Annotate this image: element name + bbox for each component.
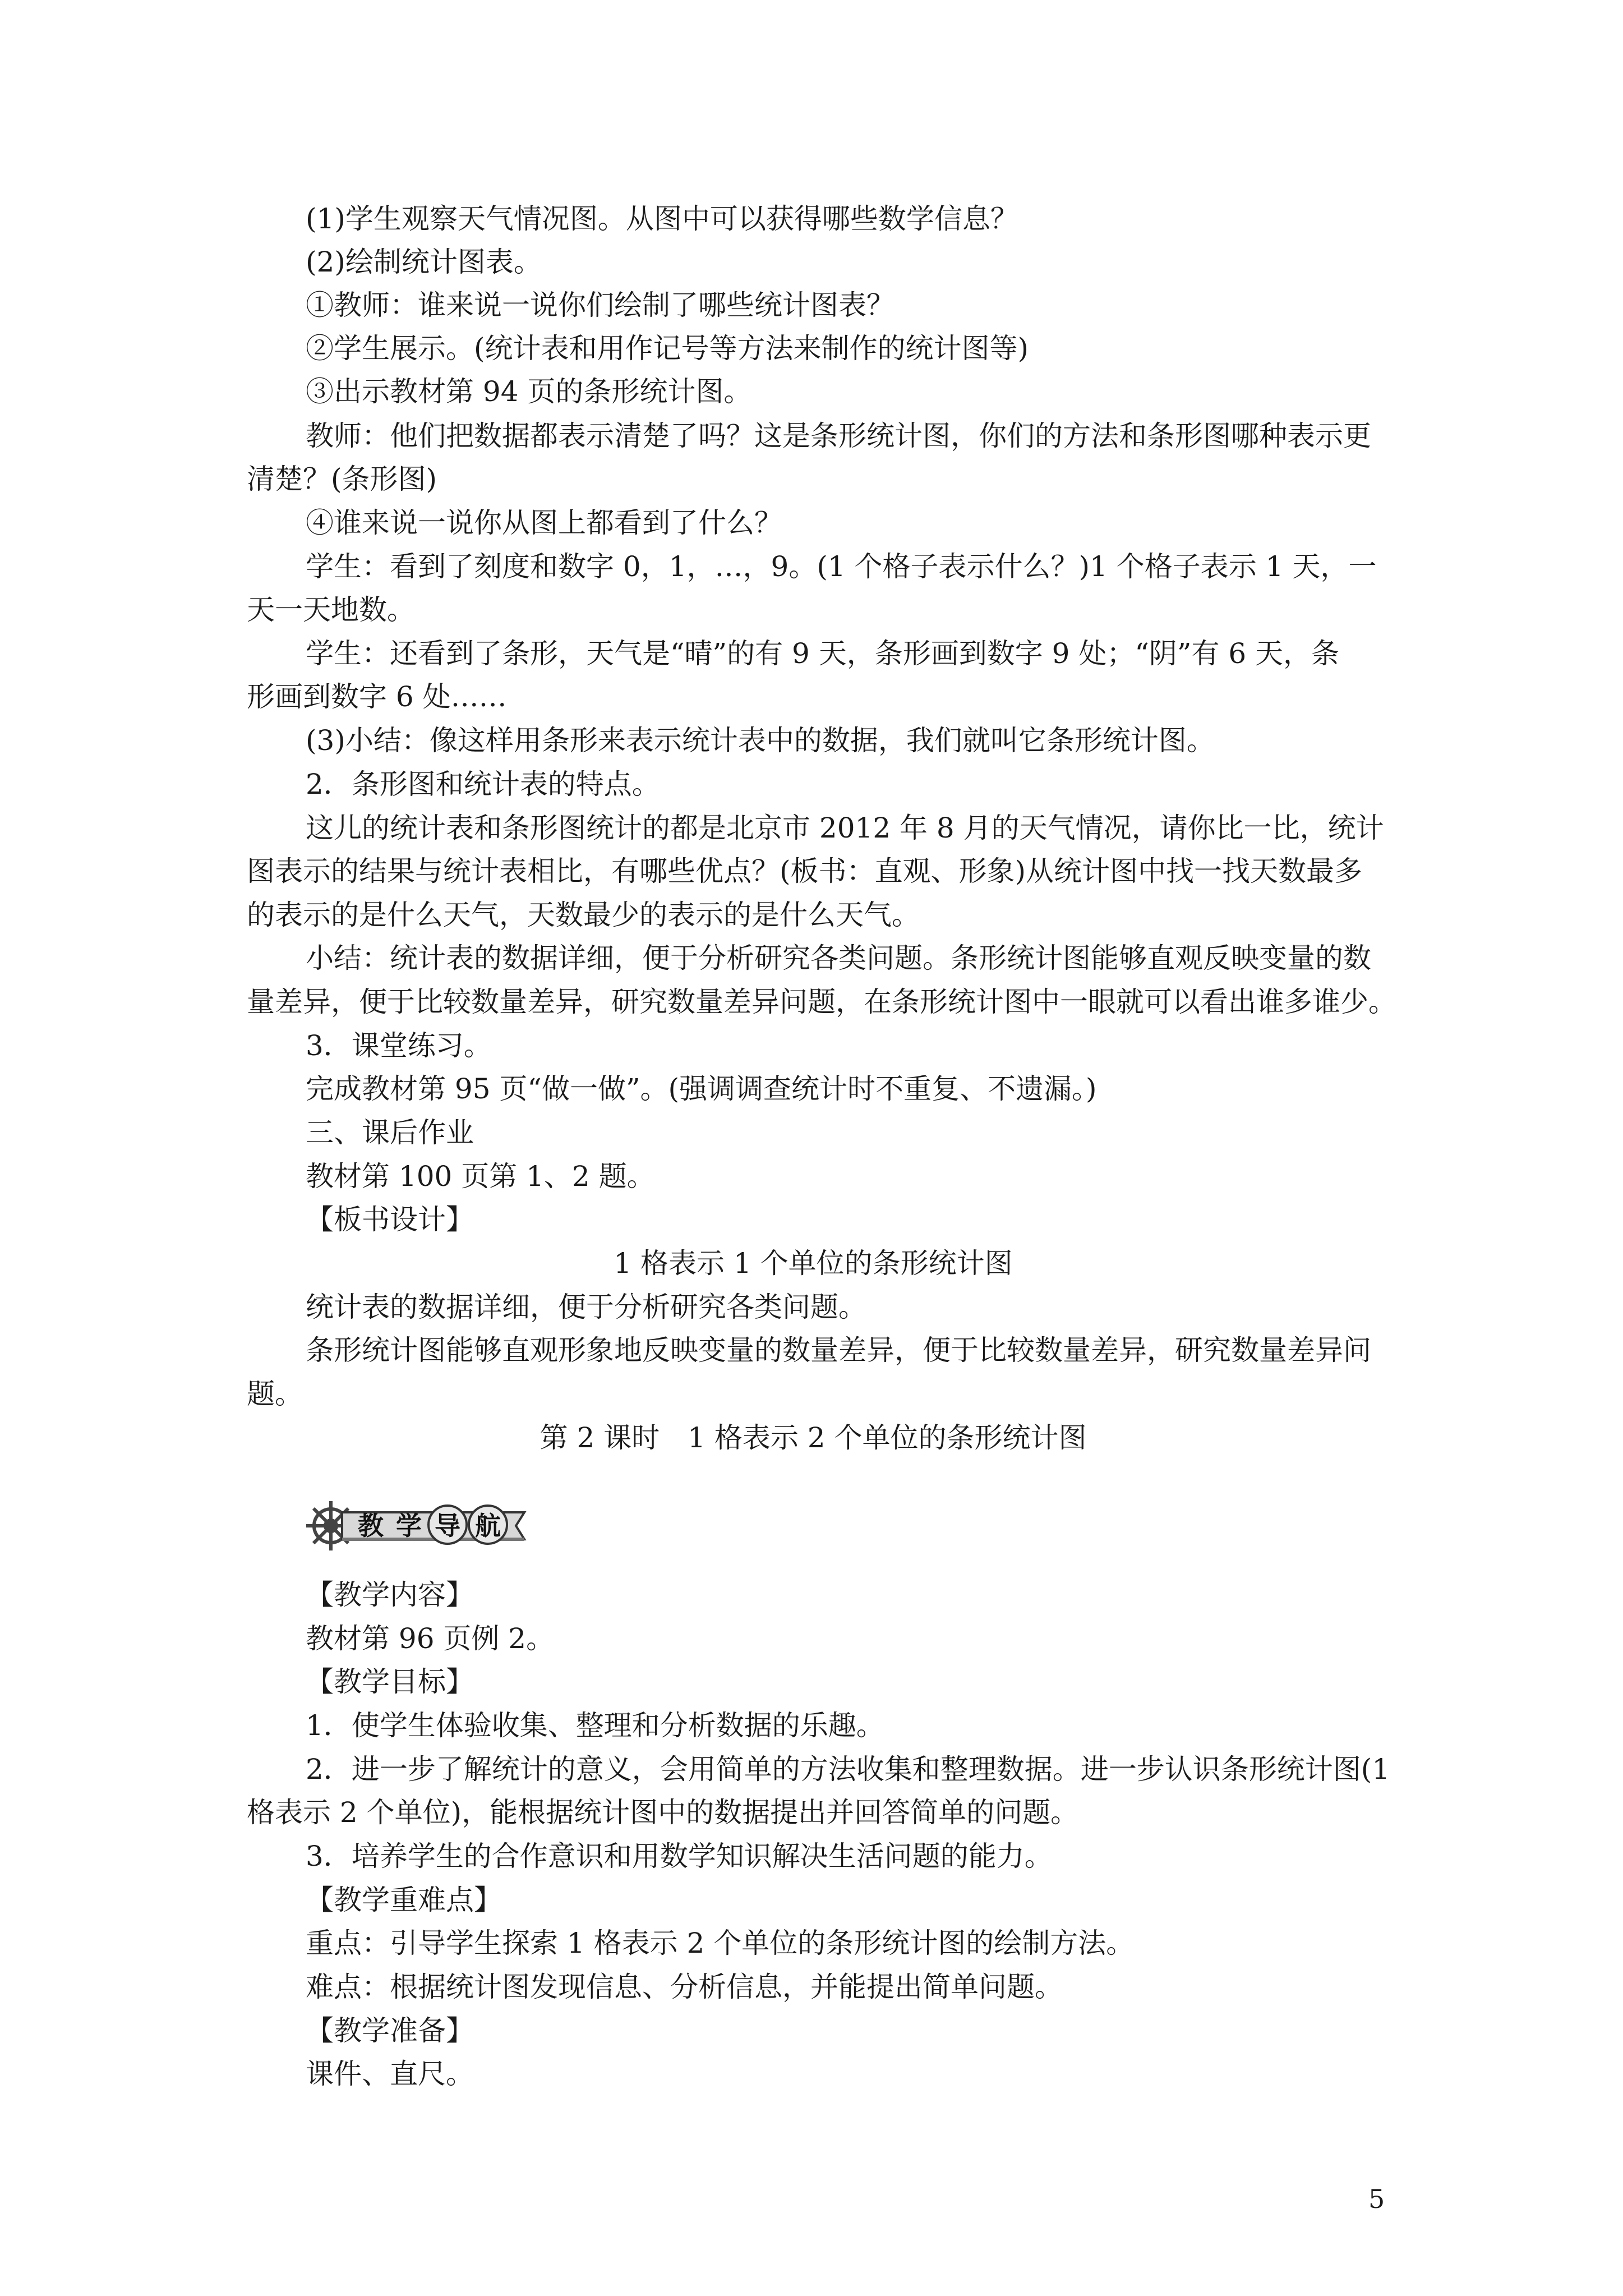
section-heading: 【板书设计】: [306, 1203, 474, 1236]
section-heading: 三、课后作业: [306, 1116, 474, 1149]
text-line: (2)绘制统计图表。: [306, 246, 542, 278]
text-line: 1．使学生体验收集、整理和分析数据的乐趣。: [306, 1709, 884, 1742]
text-line: 这儿的统计表和条形图统计的都是北京市 2012 年 8 月的天气情况，请你比一比，统计: [306, 812, 1384, 844]
text-line: 小结：统计表的数据详细，便于分析研究各类问题。条形统计图能够直观反映变量的数: [306, 942, 1371, 974]
text-line: 量差异，便于比较数量差异，研究数量差异问题，在条形统计图中一眼就可以看出谁多谁少。: [247, 986, 1396, 1018]
text-line: 教材第 96 页例 2。: [306, 1622, 555, 1655]
text-line: 3．培养学生的合作意识和用数学知识解决生活问题的能力。: [306, 1840, 1053, 1872]
text-line: 条形统计图能够直观形象地反映变量的数量差异，便于比较数量差异，研究数量差异问: [306, 1334, 1371, 1366]
section-heading: 【教学准备】: [306, 2014, 474, 2047]
text-line: 难点：根据统计图发现信息、分析信息，并能提出简单问题。: [306, 1971, 1063, 2003]
text-line: 题。: [247, 1378, 303, 1410]
text-line: 清楚？(条形图): [247, 463, 437, 495]
section-heading: 【教学重难点】: [306, 1884, 502, 1916]
text-line: 学生：还看到了条形，天气是“晴”的有 9 天，条形画到数字 9 处；“阴”有 6 天，条: [306, 637, 1340, 670]
teaching-nav-banner: [303, 1497, 533, 1553]
section-heading: 2．条形图和统计表的特点。: [306, 768, 660, 800]
section-heading: 【教学目标】: [306, 1665, 474, 1698]
text-line: 格表示 2 个单位)，能根据统计图中的数据提出并回答简单的问题。: [247, 1796, 1079, 1829]
svg-text:航: 航: [475, 1511, 501, 1541]
text-line: ②学生展示。(统计表和用作记号等方法来制作的统计图等): [306, 332, 1029, 365]
lesson-title: 第 2 课时 1 格表示 2 个单位的条形统计图: [540, 1421, 1087, 1454]
svg-text:学: 学: [396, 1511, 422, 1541]
text-line: 2．进一步了解统计的意义，会用简单的方法收集和整理数据。进一步认识条形统计图(1: [306, 1753, 1390, 1786]
text-line: 完成教材第 95 页“做一做”。(强调调查统计时不重复、不遗漏。): [306, 1073, 1097, 1105]
text-line: (1)学生观察天气情况图。从图中可以获得哪些数学信息？: [306, 203, 1018, 235]
text-line: 重点：引导学生探索 1 格表示 2 个单位的条形统计图的绘制方法。: [306, 1927, 1135, 1959]
text-line: 课件、直尺。: [306, 2058, 474, 2090]
svg-text:导: 导: [435, 1511, 460, 1541]
board-title: 1 格表示 1 个单位的条形统计图: [614, 1247, 1013, 1280]
text-line: 教材第 100 页第 1、2 题。: [306, 1160, 655, 1193]
text-line: 学生：看到了刻度和数字 0，1，…，9。(1 个格子表示什么？)1 个格子表示 1 天，一: [306, 550, 1377, 583]
text-line: ③出示教材第 94 页的条形统计图。: [306, 375, 752, 408]
section-heading: 3．课堂练习。: [306, 1029, 492, 1062]
text-line: (3)小结：像这样用条形来表示统计表中的数据，我们就叫它条形统计图。: [306, 724, 1215, 757]
text-line: 图表示的结果与统计表相比，有哪些优点？(板书：直观、形象)从统计图中找一找天数最多: [247, 855, 1363, 887]
text-line: ④谁来说一说你从图上都看到了什么？: [306, 507, 782, 539]
page-number: 5: [1368, 2184, 1385, 2214]
text-line: 形画到数字 6 处……: [247, 680, 507, 713]
text-line: 统计表的数据详细，便于分析研究各类问题。: [306, 1291, 866, 1323]
text-line: ①教师：谁来说一说你们绘制了哪些统计图表？: [306, 289, 895, 321]
banner-graphic: [303, 1497, 533, 1553]
section-heading: 【教学内容】: [306, 1579, 474, 1611]
text-line: 教师：他们把数据都表示清楚了吗？这是条形统计图，你们的方法和条形图哪种表示更: [306, 420, 1371, 452]
svg-text:教: 教: [358, 1511, 384, 1541]
text-line: 天一天地数。: [247, 593, 415, 626]
text-line: 的表示的是什么天气，天数最少的表示的是什么天气。: [247, 899, 920, 931]
